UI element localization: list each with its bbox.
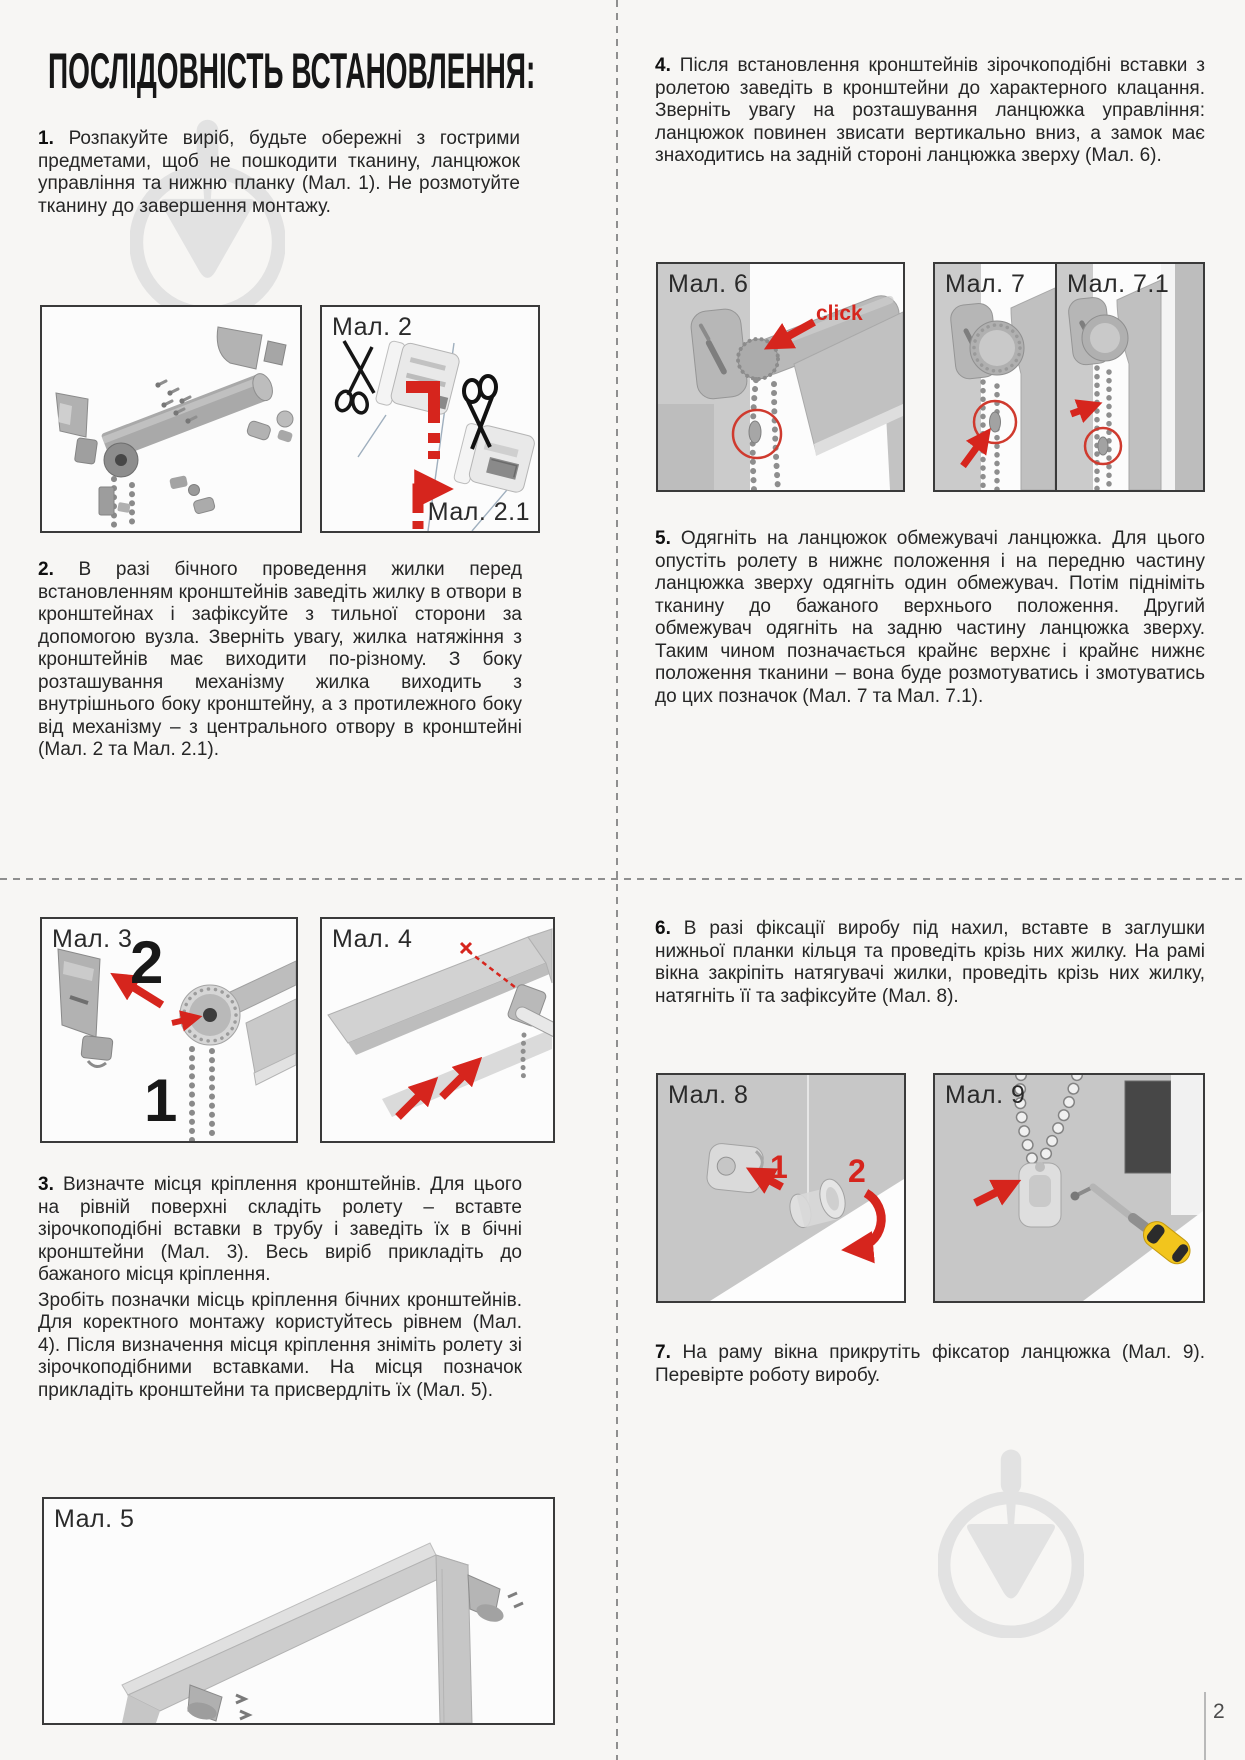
- step-4-paragraph: [655, 55, 1205, 168]
- step-2-paragraph: [38, 559, 522, 762]
- step-number: 3.: [38, 1174, 54, 1195]
- bracket-top: [375, 338, 461, 419]
- step-6-paragraph: [655, 918, 1205, 1008]
- figure-box-mal-7-1: [1055, 262, 1205, 492]
- step-number: 4.: [655, 55, 671, 76]
- step-text: Одягніть на ланцюжок обмежувачі ланцюжка. Для цього опустіть ролету в нижнє положення і на передню частину ланцюжка зверху одягніть один обмежувач. Потім підніміть тканину до бажаного верхнього положення. Другий обмежувач одягніть на задню частину ланцюжка зверху. Таким чином позначається крайнє верхнє і крайнє нижнє положення тканини – вона буде розмотуватись і змотуватись до цих позначок (Мал. 7 та Мал. 7.1).: [655, 528, 1205, 707]
- step-text: Після встановлення кронштейнів зірочкоподібні вставки з ролетою заведіть в кронштейни до характерного клацання. Зверніть увагу на розташування ланцюжка управління: ланцюжок повинен звисати вертикально вниз, а замок має знаходитись на задній стороні ланцюжка зверху (Мал. 6).: [655, 55, 1205, 166]
- figure-box-mal-4: [320, 917, 555, 1143]
- page-number-divider: [1204, 1692, 1206, 1760]
- figure-box-mal-8: [656, 1073, 906, 1303]
- roller-blind-exploded-diagram: [42, 307, 300, 531]
- figure-label: Мал. 9: [945, 1081, 1026, 1109]
- step-text-2: Зробіть позначки місць кріплення бічних кронштейнів. Для коректного монтажу користуйтесь рівнем (Мал. 4). Після визначення місця кріплення зніміть ролету зі зірочкоподібними вставками. На місця позначок прикладіть кронштейни та присвердліть їх (Мал. 5).: [38, 1289, 522, 1401]
- step-text: Визначте місця кріплення кронштейнів. Для цього на рівній поверхні складіть ролету – вставте зірочкоподібні вставки в трубу і заведіть їх в бічні кронштейни (Мал. 3). Весь виріб прикладіть до бажаного місця кріплення.: [38, 1174, 523, 1285]
- step-number: 1.: [38, 128, 54, 149]
- step-number: 6.: [655, 918, 671, 939]
- brand-watermark-icon: [938, 1448, 1084, 1638]
- step-1-paragraph: [38, 128, 520, 218]
- step-number: 5.: [655, 528, 671, 549]
- figure-box-mal-6: [656, 262, 905, 492]
- figure-sublabel: Мал. 2.1: [427, 498, 530, 526]
- step-text: На раму вікна прикрутіть фіксатор ланцюжка (Мал. 9). Перевірте роботу виробу.: [655, 1342, 1205, 1386]
- scissors-icon: [334, 341, 374, 414]
- click-annotation: click: [816, 302, 863, 325]
- step-text: Розпакуйте виріб, будьте обережні з гострими предметами, щоб не пошкодити тканину, ланцюжок управління та нижню планку (Мал. 1). Не розмотуйте тканину до завершення монтажу.: [38, 128, 521, 217]
- step-number: 2.: [38, 559, 54, 580]
- figure-label: Мал. 7: [945, 270, 1026, 298]
- figure-box-mal-9: [933, 1073, 1205, 1303]
- page-title: ПОСЛІДОВНІСТЬ ВСТАНОВЛЕННЯ:: [48, 43, 536, 99]
- figure-box-mal-3: [40, 917, 298, 1143]
- figure-label: Мал. 2: [332, 313, 413, 341]
- step-text: В разі фіксації виробу під нахил, вставте в заглушки нижньої планки кільця та проведіть крізь них жилку. На рамі вікна закріпіть натягувачі жилки, проведіть крізь них жилку, натягніть її та зафіксуйте (Мал. 8).: [655, 918, 1206, 1007]
- figure-box-mal-2: [320, 305, 540, 533]
- step-marker-1: 1: [770, 1149, 788, 1185]
- step-3-paragraph: [38, 1174, 522, 1402]
- bracket-bottom: [453, 421, 536, 498]
- step-7-paragraph: [655, 1342, 1205, 1387]
- figure-label: Мал. 8: [668, 1081, 749, 1109]
- step-number: 7.: [655, 1342, 671, 1363]
- step-marker-1: 1: [144, 1067, 178, 1134]
- column-divider-dashed: [616, 0, 618, 1760]
- figure-label: Мал. 4: [332, 925, 413, 953]
- figure-label: Мал. 5: [54, 1505, 135, 1533]
- figure-box-mal-7: [933, 262, 1057, 492]
- step-marker-2: 2: [130, 929, 164, 996]
- section-divider-dashed: [0, 878, 1245, 880]
- page-number: 2: [1213, 1700, 1225, 1723]
- figure-label: Мал. 6: [668, 270, 749, 298]
- figure-label: Мал. 3: [52, 925, 133, 953]
- figure-box-mal-5: [42, 1497, 555, 1725]
- figure-box-mal-1: [40, 305, 302, 533]
- step-5-paragraph: [655, 528, 1205, 708]
- step-text: В разі бічного проведення жилки перед встановленням кронштейнів заведіть жилку в отвори в кронштейнах і зафіксуйте з тильної сторони за допомогою вузла. Зверніть увагу, жилка натяжіння з кронштейнів має виходити по-різному. З боку розташування механізму жилка виходить з внутрішнього боку кронштейну, а з протилежного боку від механізму – з центрального отвору в кронштейні (Мал. 2 та Мал. 2.1).: [38, 559, 522, 760]
- figure-label: Мал. 7.1: [1067, 270, 1170, 298]
- step-marker-2: 2: [848, 1153, 866, 1189]
